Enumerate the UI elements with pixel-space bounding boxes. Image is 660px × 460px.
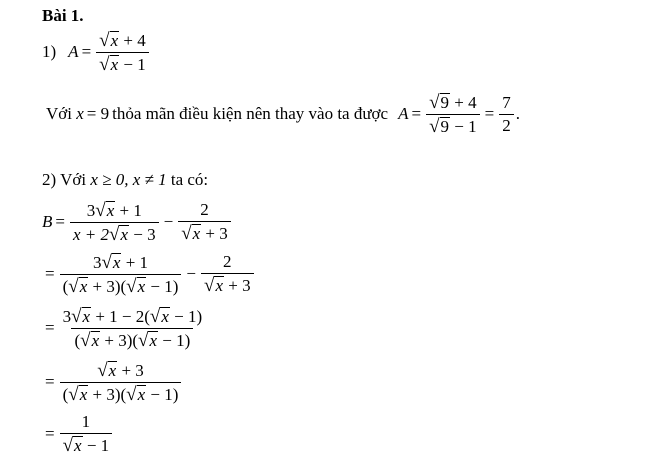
result-fraction: $\frac{7}{2}$ bbox=[499, 93, 514, 136]
step1-fraction-1: 3 √ x + 1 x + 2 √ x − 3 bbox=[70, 200, 159, 245]
sqrt-icon: √ x bbox=[126, 275, 146, 297]
sqrt-icon: √ x bbox=[68, 383, 88, 405]
sqrt-icon: √ x bbox=[99, 29, 119, 51]
part1-expression: 1) A = √ x + 4 √ x − 1 bbox=[42, 30, 151, 75]
step-4: = √ x + 3 ( √ x + 3)( √ x − 1) bbox=[42, 360, 183, 405]
sqrt-icon: √ x bbox=[97, 359, 117, 381]
step3-fraction: 3 √ x + 1 − 2( √ x − 1) ( √ x + 3)( √ x − 1) bbox=[62, 305, 203, 351]
substitution-line: Với x = 9 thỏa mãn điều kiện nên thay vào ta được A = √ 9 + 4 √ 9 − 1 = $\frac{7}{2}$ . bbox=[46, 91, 520, 137]
step2-fraction-2: 2 √ x + 3 bbox=[201, 252, 254, 296]
sqrt-icon: √ 9 bbox=[429, 115, 450, 137]
sqrt-icon: √ 9 bbox=[429, 91, 450, 113]
sqrt-icon: √ x bbox=[99, 53, 119, 75]
sqrt-icon: √ x bbox=[95, 199, 115, 221]
sqrt-icon: √ x bbox=[80, 329, 100, 351]
sqrt-icon: √ x bbox=[62, 434, 82, 456]
step4-fraction: √ x + 3 ( √ x + 3)( √ x − 1) bbox=[60, 360, 182, 405]
sqrt-icon: √ x bbox=[204, 275, 223, 297]
part1-label: 1) bbox=[42, 42, 57, 62]
sqrt-icon: √ x bbox=[138, 329, 158, 351]
sqrt-icon: √ x bbox=[68, 275, 88, 297]
exercise-title: Bài 1. bbox=[42, 6, 84, 25]
part2-header: 2) Với x ≥ 0, x ≠ 1 ta có: bbox=[42, 170, 209, 189]
sqrt-icon: √ x bbox=[126, 383, 146, 405]
var-A: A bbox=[68, 42, 79, 62]
step5-fraction: 1 √ x − 1 bbox=[60, 412, 113, 456]
fraction-A-value: √ 9 + 4 √ 9 − 1 bbox=[426, 92, 480, 137]
sqrt-icon: √ x bbox=[181, 223, 201, 245]
step-3: = 3 √ x + 1 − 2( √ x − 1) ( √ x + 3)( √ x − 1) bbox=[42, 306, 207, 351]
sqrt-icon: √ x bbox=[101, 251, 121, 273]
step-2: = 3 √ x + 1 ( √ x + 3)( √ x − 1) − 2 √ x + 3 bbox=[42, 252, 256, 297]
sqrt-icon: √ x bbox=[71, 305, 91, 327]
step2-fraction-1: 3 √ x + 1 ( √ x + 3)( √ x − 1) bbox=[60, 252, 182, 297]
sqrt-icon: √ x bbox=[109, 223, 128, 245]
step1-fraction-2: 2 √ x + 3 bbox=[178, 200, 231, 244]
sqrt-icon: √ x bbox=[149, 305, 169, 327]
step-5: = 1 √ x − 1 bbox=[42, 412, 114, 456]
step-1: B = 3 √ x + 1 x + 2 √ x − 3 − 2 √ x + 3 bbox=[42, 200, 233, 245]
fraction-A: √ x + 4 √ x − 1 bbox=[96, 30, 149, 75]
